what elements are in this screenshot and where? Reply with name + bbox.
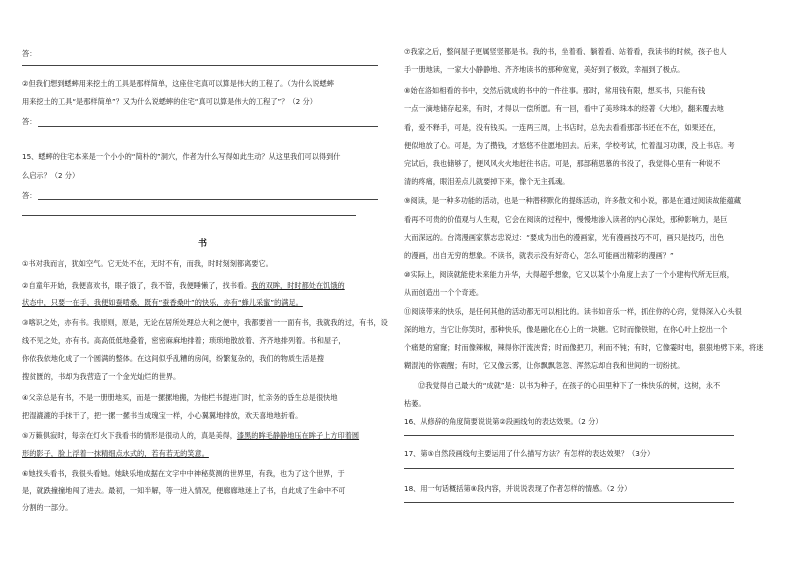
answer-line[interactable] [22,215,356,216]
paragraph-1: ①书对我而言，犹如空气。它无处不在，无时不有，而我，时时刻刻都离要它。 [22,259,273,268]
paragraph-8: 便似地放了心。可是，为了攒钱，才悠悠不住愿地回去。后来，学校考试，忙着温习功课，没上书店。考 [404,141,735,150]
answer-line[interactable] [404,468,734,469]
paragraph-3: 搜贫匮的，书却为我营造了一个金光灿烂的世界。 [22,372,181,381]
underlined-sentence: 漆黑的眸毛静静地压在眸子上方印着圆 [236,431,360,440]
paragraph-3: 线不见之处，亦有书。高高低低地叠着，密密麻麻地排着；琐琐地散放着、齐齐地排列着。书和屋子， [22,336,346,345]
answer-line[interactable] [38,199,378,200]
question-14-text: 用来挖土的工具“是那样简单”？又为什么说蟋蟀的住宅“真可以算是伟大的工程了”？（2 分） [22,97,317,106]
paragraph-3: 你依我依地化成了一个圆满的整体。在这间似乎乱糟的房间，纷繁复杂的，我们的物质生活是搜 [22,354,324,363]
paragraph-8: ⑧始在洛如相看的书中，交然后就成的书中的一件往事。那时，常用钱有限，想买书，只能有钱 [404,86,706,95]
paragraph-11: ⑪阅读带来的快乐，是任何其他的活动都无可以相比的。读书如音乐一样，抓住你的心窍，觉得深入心头很 [404,307,742,316]
paragraph-8: 完试后，我也储够了，便风风火火地赶往书店。可是，那部稍思慕的书没了，我觉得心里有一种说不 [404,159,721,168]
answer-line[interactable] [22,65,378,66]
paragraph-6: 是，就跌撞撞地闯了进去。最初，一知半解，等一进入情况，便廊廊地迷上了书，自此成了生命中不可 [22,486,346,495]
paragraph-8: 一点一滴地储存起来，有时，才得以一偿所愿。有一回，看中了美珍珠本的经著《大地》，翻来覆去地 [404,104,724,113]
paragraph-2-text: ②自童年开始，我便喜欢书，眼子饿了，我不管，我便睡懒了，找书看。 [22,281,252,290]
paragraph-5 [22,431,359,440]
question-15-text: 么启示？（2 分） [22,171,80,180]
answer-line[interactable] [404,502,734,503]
underlined-sentence: 状态中，只要一在手，我便如蚕啃桑，既有“蚕香桑叶”的快乐，亦有“蜂儿采蜜”的满足。 [22,298,303,307]
paragraph-5-text: ⑤万籁俱寂时，每亲在灯火下我看书的情形是很动人的，真是美得， [22,431,237,440]
paragraph-9: 的漫画，出自无穷的想象。不读书，就表示没有好奇心，怎么可能画出精彩的漫画？” [404,251,674,260]
paragraph-7: ⑦我家之后，整间屋子更属竖竖都是书。我的书，坐着看、躺着看、站着看，我读书的时候，孩子也人 [404,47,727,56]
paragraph-11: 糊混沌的你震醒；有时，它又像云雾，让你飘飘忽忽、浑然忘却自我和世间的一切纷扰。 [404,361,685,370]
paragraph-6: 分割的一部分。 [22,503,73,512]
paragraph-9: 大而深远的。台湾漫画家蔡志忠说过：“要成为出色的漫画家，光有漫画技巧不可，画只是技巧，出色 [404,233,724,242]
paragraph-10: 从而创造出一个个奇迹。 [404,288,484,297]
paragraph-8: 看，爱不释手，可是，没有钱买。一连两三周，上书店时，总先去看看那部书还在不在，如果还在， [404,123,721,132]
underlined-sentence: 我的双眸，时时都处在饥饿的 [251,281,345,290]
question-18-text: 18、用一句话概括第⑧段内容，并说说表现了作者怎样的情感。（2 分） [404,484,632,493]
paragraph-4: 把湿漉漉的手抹干了，把一摞一摞书当成瑰宝一样，小心翼翼地排放，欢天喜地地折看。 [22,411,303,420]
paragraph-11: 个痛楚的窟窿；时而像辣椒，辣得你汗流浃背；时而像把刀，利而不钝；有时，它像霎时电，狠狠地劈下来，将迷 [404,343,764,352]
paragraph-11: 深的地方，当它让你笑时，那种快乐，像是融化在心上的一块糖。它时而像铁钳，在你心叶上挖出一个 [404,325,728,334]
paragraph-12: 枯萎。 [404,399,426,408]
paragraph-9: 看再不可贵的价值观与人生观，它会在阅读的过程中，慢慢地渗入读者的内心深处，那种影响力，是巨 [404,215,728,224]
answer-line[interactable] [404,435,734,436]
question-17-text: 17、第⑤自然段画线句主要运用了什么描写方法？有怎样的表达效果？（3分） [404,449,655,458]
paragraph-3: ③喀识之处，亦有书。我原则，原是，无论在居所处理总大利之便中，我都要首一一面有书，我就我的过，有书，设 [22,318,388,327]
answer-label: 答： [22,49,37,58]
answer-line[interactable] [38,126,378,127]
paragraph-8: 清的疼痛，眼泪差点儿就要掉下来，像个无主孤魂。 [404,177,570,186]
paragraph-7: 手一册地读，一家大小静静地、齐齐地读书的那种宽宽，美好到了极致，幸福到了极点。 [404,65,685,74]
answer-label: 答： [22,191,37,200]
paragraph-2 [22,281,345,290]
paragraph-4: ④父亲总是有书，不是一册册地买，而是一摞摞地搬，为他栏书提进门时，忙亲务的昏生总是很快地 [22,393,338,402]
article-title: 书 [198,239,208,249]
question-15-text: 15、蟋蟀的住宅本来是一个小小的“简朴的”洞穴，作者为什么写得如此生动？从这里我们可以得到什 [22,152,341,161]
question-14-text: ②但我们想到蟋蟀用来挖土的工具是那样简单，这座住宅真可以算是伟大的工程了。（为什么说蟋蟀 [22,79,334,88]
paragraph-12: ⑫我觉得自己最大的“成就”是：以书为种子，在孩子的心田里种下了一株快乐的树，这树，永不 [418,381,721,390]
paragraph-6: ⑥她找头看书，我很头看她。她缺乐地成据在文字中中神秘莫测的世界里，有我，也为了这个世界，于 [22,469,345,478]
paragraph-10: ⑩实际上，阅读就能使未来能力升华，大得超乎想象，它又以某个小角度上去了一个小建构代所无巨痕， [404,270,734,279]
underlined-sentence: 形的影子，脸上浮着一抹精细点水式的，若有若无的笑意。 [22,449,209,458]
answer-label: 答： [22,117,37,126]
question-16-text: 16、从修辞的角度简要说说第②段画线句的表达效果。（2 分） [404,417,603,426]
paragraph-9: ⑨阅读，是一种多功能的活动，也是一种潜移默化的提练活动，许多散文和小说，都是在通过阅读故能蕴藏 [404,196,742,205]
